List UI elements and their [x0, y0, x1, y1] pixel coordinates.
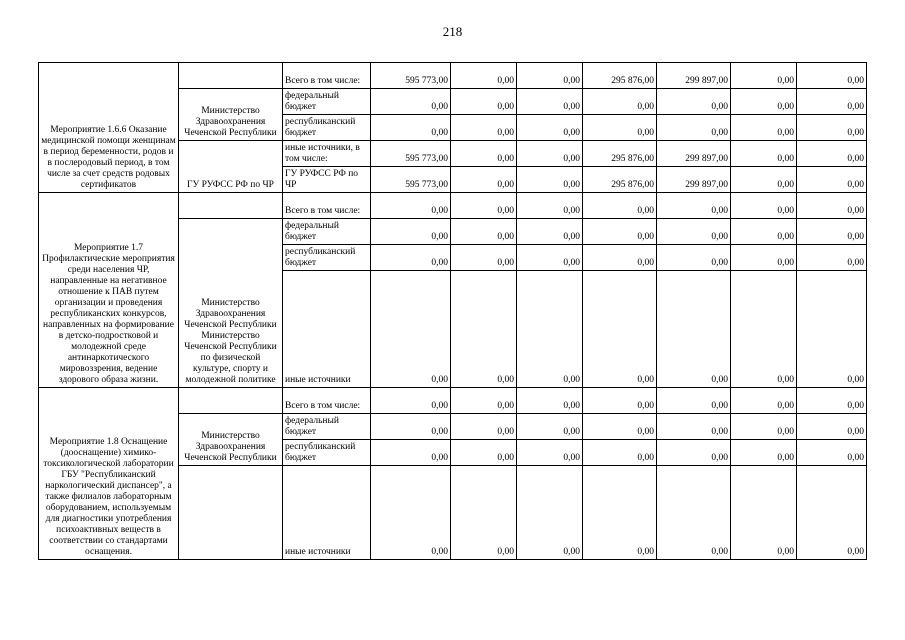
value-cell: 0,00 — [517, 440, 583, 466]
value-cell: 0,00 — [731, 388, 797, 414]
value-cell: 0,00 — [657, 219, 731, 245]
value-cell: 0,00 — [517, 89, 583, 115]
value-cell: 0,00 — [517, 245, 583, 271]
value-cell: 0,00 — [371, 115, 451, 141]
org-cell-empty — [179, 63, 283, 89]
value-cell: 0,00 — [451, 141, 517, 167]
value-cell: 0,00 — [451, 466, 517, 560]
value-cell: 0,00 — [657, 388, 731, 414]
value-cell: 0,00 — [451, 388, 517, 414]
value-cell: 295 876,00 — [583, 63, 657, 89]
value-cell: 0,00 — [371, 271, 451, 388]
value-cell: 0,00 — [731, 440, 797, 466]
value-cell: 0,00 — [731, 271, 797, 388]
value-cell: 0,00 — [451, 63, 517, 89]
value-cell: 0,00 — [797, 167, 867, 193]
source-cell: Всего в том числе: — [283, 193, 371, 219]
table-row — [39, 63, 867, 89]
value-cell: 0,00 — [731, 245, 797, 271]
value-cell: 0,00 — [657, 414, 731, 440]
value-cell: 295 876,00 — [583, 167, 657, 193]
value-cell: 0,00 — [517, 167, 583, 193]
value-cell: 0,00 — [451, 271, 517, 388]
org-cell-empty — [179, 466, 283, 560]
source-cell: федеральный бюджет — [283, 89, 371, 115]
value-cell: 0,00 — [731, 89, 797, 115]
value-cell: 0,00 — [731, 141, 797, 167]
value-cell: 0,00 — [657, 89, 731, 115]
value-cell: 0,00 — [583, 440, 657, 466]
value-cell: 0,00 — [797, 115, 867, 141]
value-cell: 0,00 — [657, 466, 731, 560]
source-cell: федеральный бюджет — [283, 414, 371, 440]
value-cell: 595 773,00 — [371, 167, 451, 193]
value-cell: 0,00 — [371, 414, 451, 440]
value-cell: 0,00 — [451, 115, 517, 141]
value-cell: 299 897,00 — [657, 63, 731, 89]
value-cell: 0,00 — [797, 245, 867, 271]
page-number: 218 — [442, 24, 463, 39]
value-cell: 0,00 — [583, 388, 657, 414]
source-cell: республиканский бюджет — [283, 440, 371, 466]
value-cell: 0,00 — [731, 115, 797, 141]
org-cell: ГУ РУФСС РФ по ЧР — [179, 141, 283, 193]
value-cell: 0,00 — [731, 167, 797, 193]
value-cell: 0,00 — [517, 63, 583, 89]
org-cell: Министерство Здравоохранения Чеченской Республики — [179, 414, 283, 466]
value-cell: 0,00 — [451, 89, 517, 115]
value-cell: 0,00 — [657, 245, 731, 271]
value-cell: 0,00 — [517, 271, 583, 388]
value-cell: 0,00 — [583, 271, 657, 388]
value-cell: 0,00 — [797, 63, 867, 89]
value-cell: 0,00 — [797, 141, 867, 167]
org-cell-empty — [179, 388, 283, 414]
source-cell: иные источники — [283, 271, 371, 388]
value-cell: 0,00 — [517, 414, 583, 440]
value-cell: 299 897,00 — [657, 167, 731, 193]
value-cell: 0,00 — [451, 245, 517, 271]
value-cell: 595 773,00 — [371, 141, 451, 167]
source-cell: республиканский бюджет — [283, 245, 371, 271]
value-cell: 0,00 — [797, 271, 867, 388]
value-cell: 0,00 — [583, 414, 657, 440]
value-cell: 0,00 — [371, 388, 451, 414]
source-cell: иные источники, в том числе: — [283, 141, 371, 167]
value-cell: 0,00 — [371, 193, 451, 219]
value-cell: 0,00 — [451, 167, 517, 193]
value-cell: 0,00 — [797, 466, 867, 560]
value-cell: 0,00 — [657, 440, 731, 466]
value-cell: 0,00 — [371, 440, 451, 466]
value-cell: 0,00 — [517, 115, 583, 141]
value-cell: 0,00 — [371, 466, 451, 560]
value-cell: 0,00 — [451, 414, 517, 440]
source-cell: федеральный бюджет — [283, 219, 371, 245]
source-cell: иные источники — [283, 466, 371, 560]
value-cell: 0,00 — [797, 388, 867, 414]
value-cell: 0,00 — [517, 141, 583, 167]
value-cell: 0,00 — [797, 440, 867, 466]
value-cell: 0,00 — [731, 466, 797, 560]
value-cell: 0,00 — [731, 63, 797, 89]
value-cell: 0,00 — [451, 219, 517, 245]
value-cell: 0,00 — [583, 89, 657, 115]
source-cell: ГУ РУФСС РФ по ЧР — [283, 167, 371, 193]
table-row — [39, 193, 867, 219]
source-cell: Всего в том числе: — [283, 63, 371, 89]
org-cell: Министерство Здравоохранения Чеченской Республики — [179, 89, 283, 141]
value-cell: 0,00 — [371, 219, 451, 245]
activity-cell: Мероприятие 1.8 Оснащение (дооснащение) химико-токсикологической лаборатории ГБУ "Республиканский наркологический диспансер", а также филиалов лабораторным оборудованием, используемым для диагностики употребления психоактивных веществ в соответствии со стандартами оснащения. — [39, 388, 179, 560]
value-cell: 0,00 — [797, 219, 867, 245]
value-cell: 0,00 — [371, 245, 451, 271]
value-cell: 295 876,00 — [583, 141, 657, 167]
value-cell: 0,00 — [731, 219, 797, 245]
value-cell: 0,00 — [583, 245, 657, 271]
value-cell: 0,00 — [797, 193, 867, 219]
value-cell: 0,00 — [657, 115, 731, 141]
value-cell: 0,00 — [797, 89, 867, 115]
value-cell: 0,00 — [731, 414, 797, 440]
value-cell: 0,00 — [517, 466, 583, 560]
org-cell-empty — [179, 193, 283, 219]
value-cell: 0,00 — [657, 193, 731, 219]
value-cell: 0,00 — [517, 388, 583, 414]
value-cell: 595 773,00 — [371, 63, 451, 89]
value-cell: 0,00 — [731, 193, 797, 219]
source-cell: Всего в том числе: — [283, 388, 371, 414]
value-cell: 0,00 — [583, 193, 657, 219]
value-cell: 0,00 — [657, 271, 731, 388]
activity-cell: Мероприятие 1.6.6 Оказание медицинской помощи женщинам в период беременности, родов и в послеродовый период, в том числе за счет средств родовых сертификатов — [39, 63, 179, 193]
value-cell: 0,00 — [517, 219, 583, 245]
table-row — [39, 388, 867, 414]
activity-cell: Мероприятие 1.7 Профилактические мероприятия среди населения ЧР, направленные на негативное отношение к ПАВ путем организации и проведения республиканских конкурсов, направленных на формирование в детско-подростковой и молодежной среде антинаркотического мировоззрения, ведение здорового образа жизни. — [39, 193, 179, 388]
value-cell: 0,00 — [451, 193, 517, 219]
value-cell: 299 897,00 — [657, 141, 731, 167]
value-cell: 0,00 — [583, 466, 657, 560]
org-cell: Министерство Здравоохранения Чеченской Республики Министерство Чеченской Республики по физической культуре, спорту и молодежной политике — [179, 219, 283, 388]
value-cell: 0,00 — [517, 193, 583, 219]
source-cell: республиканский бюджет — [283, 115, 371, 141]
budget-table — [38, 62, 867, 560]
value-cell: 0,00 — [451, 440, 517, 466]
value-cell: 0,00 — [583, 219, 657, 245]
value-cell: 0,00 — [797, 414, 867, 440]
value-cell: 0,00 — [583, 115, 657, 141]
value-cell: 0,00 — [371, 89, 451, 115]
